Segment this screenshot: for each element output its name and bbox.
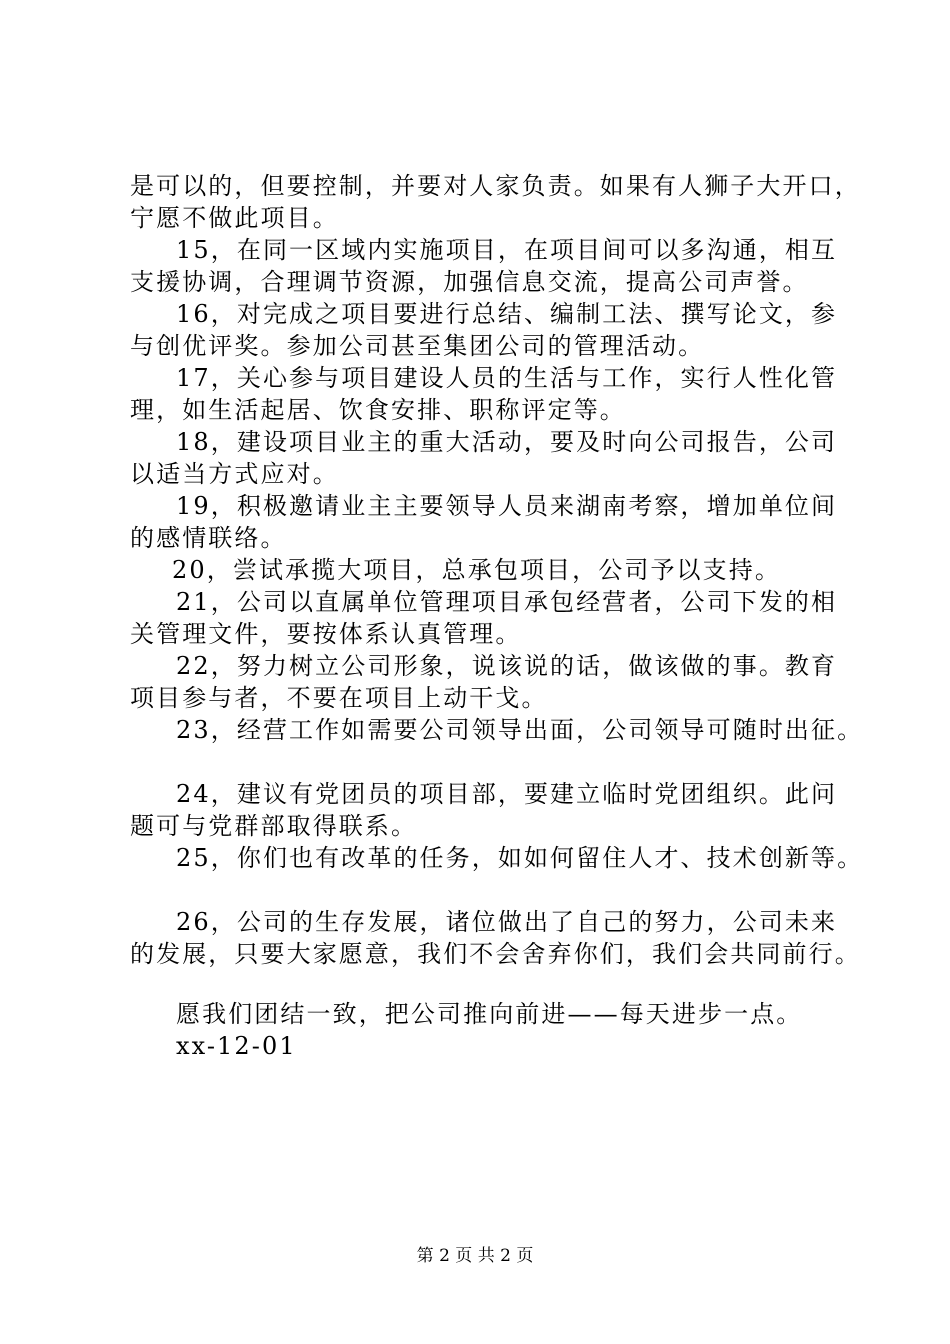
item-21-line: 21，公司以直属单位管理项目承包经营者，公司下发的相 <box>176 588 838 616</box>
item-20-line: 20，尝试承揽大项目，总承包项目，公司予以支持。 <box>172 556 781 584</box>
item-15-line: 支援协调，合理调节资源，加强信息交流，提高公司声誉。 <box>130 268 809 296</box>
item-16-line: 与创优评奖。参加公司甚至集团公司的管理活动。 <box>130 332 705 360</box>
item-26-line: 的发展，只要大家愿意，我们不会舍弃你们，我们会共同前行。 <box>130 940 861 968</box>
page-number-footer: 第 2 页 共 2 页 <box>416 1246 534 1266</box>
item-18-line: 18，建设项目业主的重大活动，要及时向公司报告，公司 <box>176 428 838 456</box>
item-16-line: 16，对完成之项目要进行总结、编制工法、撰写论文，参 <box>176 300 838 328</box>
item-24-line: 题可与党群部取得联系。 <box>130 812 418 840</box>
item-18-line: 以适当方式应对。 <box>130 460 339 488</box>
item-17-line: 17，关心参与项目建设人员的生活与工作，实行人性化管 <box>176 364 838 392</box>
item-24-line: 24，建议有党团员的项目部，要建立临时党团组织。此问 <box>176 780 838 808</box>
item-25-line: 25，你们也有改革的任务，如如何留住人才、技术创新等。 <box>176 844 864 872</box>
document-date: xx-12-01 <box>176 1032 297 1060</box>
paragraph-gap <box>130 970 850 998</box>
paragraph-gap <box>130 874 850 906</box>
item-17-line: 理，如生活起居、饮食安排、职称评定等。 <box>130 396 626 424</box>
closing-line: 愿我们团结一致，把公司推向前进——每天进步一点。 <box>176 1000 803 1028</box>
item-23-line: 23，经营工作如需要公司领导出面，公司领导可随时出征。 <box>176 716 864 744</box>
paragraph-line: 是可以的，但要控制，并要对人家负责。如果有人狮子大开口， <box>130 172 861 200</box>
paragraph-line: 宁愿不做此项目。 <box>130 204 339 232</box>
item-21-line: 关管理文件，要按体系认真管理。 <box>130 620 522 648</box>
item-26-line: 26，公司的生存发展，诸位做出了自己的努力，公司未来 <box>176 908 838 936</box>
item-15-line: 15，在同一区域内实施项目，在项目间可以多沟通，相互 <box>176 236 838 264</box>
item-19-line: 的感情联络。 <box>130 524 287 552</box>
item-22-line: 项目参与者，不要在项目上动干戈。 <box>130 684 548 712</box>
paragraph-gap <box>130 746 850 778</box>
document-body <box>130 170 864 1062</box>
item-19-line: 19，积极邀请业主主要领导人员来湖南考察，增加单位间 <box>176 492 838 520</box>
item-22-line: 22，努力树立公司形象，说该说的话，做该做的事。教育 <box>176 652 838 680</box>
